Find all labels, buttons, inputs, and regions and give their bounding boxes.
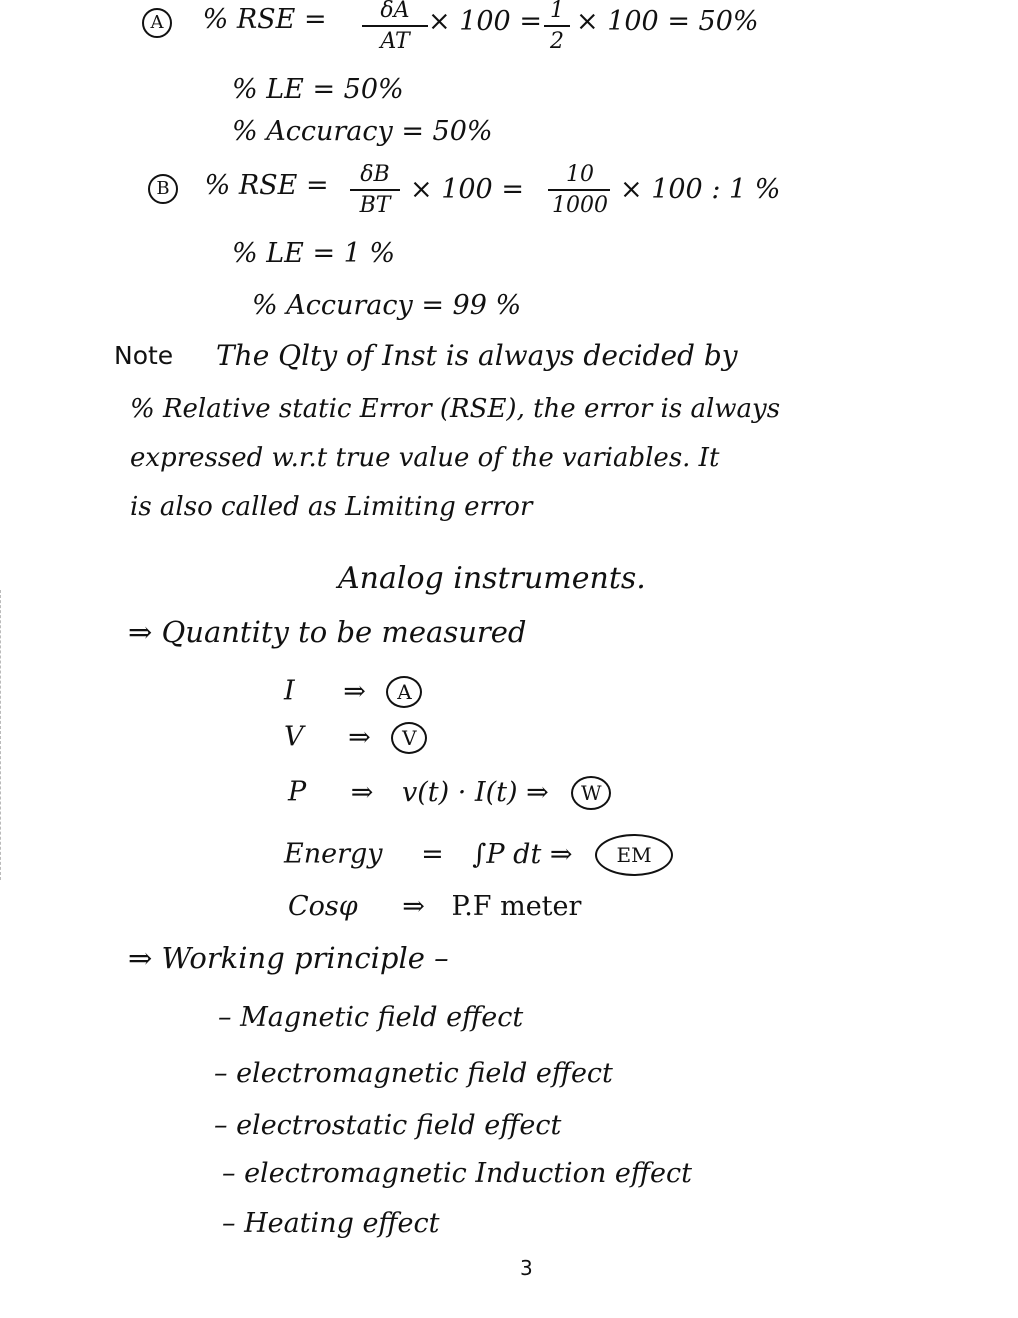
page-number: 3 [520,1256,533,1280]
quantity-mid: ∫P dt ⇒ [472,838,573,870]
part-a-rse-fraction [362,0,428,53]
quantity-mid: v(t) · I(t) ⇒ [401,776,549,808]
part-b-val-fraction [548,164,612,217]
part-b-rse-line [148,172,329,204]
working-item: – electromagnetic field effect [214,1058,613,1089]
section-heading: Analog instruments. [338,561,646,596]
part-b-val-num: 10 [566,162,594,187]
part-a-le: % LE = 50% [232,74,404,105]
part-a-rse-result: × 100 = 50% [576,6,759,37]
working-item: – Magnetic field effect [218,1002,524,1033]
quantity-lhs: P [288,776,307,808]
note-line-3: expressed w.r.t true value of the variables. It [130,443,720,473]
part-a-half-fraction [544,0,570,53]
part-b-rse-result: × 100 : 1 % [620,174,781,205]
part-b-accuracy: % Accuracy = 99 % [252,290,522,321]
quantity-lhs: V [284,721,304,753]
working-item: – Heating effect [222,1208,440,1239]
quantity-arrow: = [421,838,444,870]
quantity-row-voltage [284,722,427,754]
working-header: ⇒ Working principle – [128,941,449,975]
note-line-2: % Relative static Error (RSE), the error is always [130,394,781,424]
part-a-frac-den: AT [380,29,410,54]
quantity-arrow: ⇒ [402,891,425,922]
working-item: – electrostatic field effect [214,1110,562,1141]
part-a-half-den: 2 [550,29,564,54]
part-a-rse-lhs: % RSE = [202,4,327,35]
quantity-row-power [288,776,611,810]
part-a-frac-num: δA [380,0,410,23]
ammeter-symbol: A [386,676,422,708]
part-b-label: B [148,174,178,204]
quantity-row-current [284,676,422,708]
quantity-row-energy [284,834,673,876]
part-b-le: % LE = 1 % [232,238,396,269]
note-label: Note [114,341,174,370]
part-b-rse-times: × 100 = [410,174,524,205]
quantity-header: ⇒ Quantity to be measured [128,615,527,649]
quantity-arrow: ⇒ [350,776,374,808]
note-line-4: is also called as Limiting error [130,492,533,522]
quantity-lhs: I [284,675,295,707]
part-b-frac-num: δB [360,162,390,187]
working-item: – electromagnetic Induction effect [222,1158,692,1189]
voltmeter-symbol: V [391,722,427,754]
part-b-rse-fraction [350,164,400,217]
part-a-rse-line [142,6,327,38]
part-a-label: A [142,8,172,38]
quantity-arrow: ⇒ [348,721,371,753]
quantity-lhs: Energy [284,838,383,870]
part-a-half-num: 1 [550,0,564,23]
part-b-val-den: 1000 [552,193,608,218]
quantity-lhs: Cosφ [288,891,358,922]
part-a-rse-times: × 100 = [428,6,542,37]
wattmeter-symbol: W [571,776,611,810]
part-b-frac-den: BT [359,193,391,218]
margin-scan-line [0,590,1,880]
energy-meter-symbol: EM [595,834,673,876]
part-a-accuracy: % Accuracy = 50% [232,116,493,147]
part-b-rse-lhs: % RSE = [204,170,329,201]
quantity-row-powerfactor [288,893,581,920]
quantity-mid: P.F meter [451,891,582,922]
note-line-1: The Qlty of Inst is always decided by [216,339,738,372]
quantity-arrow: ⇒ [343,675,366,707]
